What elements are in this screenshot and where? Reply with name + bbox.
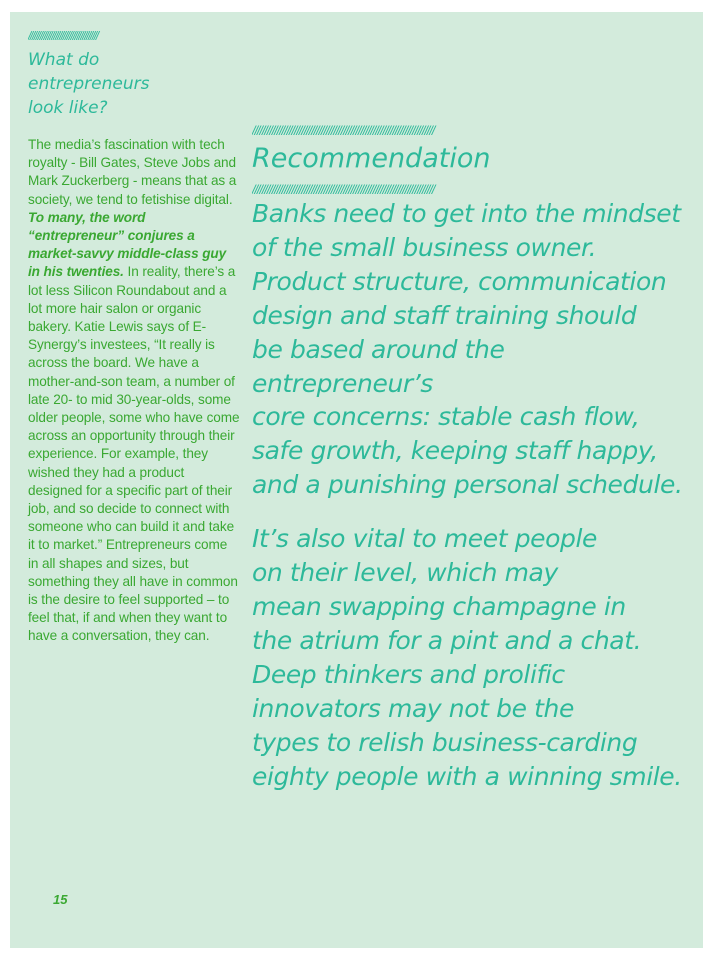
document-page	[10, 12, 703, 948]
sidebar-column	[28, 30, 240, 646]
page-number: 15	[53, 892, 68, 907]
body-rest: In reality, there’s a lot less Silicon Roundabout and a lot more hair salon or organic bakery. Katie Lewis says of E-Synergy’s investees, “It really is across the board. We have a mother-and-son team, a number of late 20- to mid 30-year-olds, some older people, some who have come across an opportunity through their experience. For example, they wished they had a product designed for a specific part of their job, and so decide to connect with someone who can build it and take it to market.” Entrepreneurs come in all shapes and sizes, but something they all have in common is the desire to feel supported – to feel that, if and when they want to have a conversation, they can.	[28, 264, 240, 644]
body-intro: The media’s fascination with tech royalty - Bill Gates, Steve Jobs and Mark Zuckerberg - means that as a society, we tend to fetishise digital.	[28, 137, 237, 207]
recommendation-paragraph-2: It’s also vital to meet people on their level, which may mean swapping champagne in the atrium for a pint and a chat. Deep thinkers and prolific innovators may not be the types to relish business-carding eighty people with a winning smile.	[252, 524, 682, 791]
sidebar-heading: What do entrepreneurs look like?	[28, 50, 150, 118]
recommendation-heading: Recommendation	[252, 143, 491, 174]
recommendation-top-rule: //////////////////////////////////////////////////////////////////////////	[252, 124, 435, 138]
recommendation-column	[252, 124, 692, 793]
recommendation-bottom-rule: //////////////////////////////////////////////////////////////////////////	[252, 183, 435, 197]
body-emphasis: To many, the word “entrepreneur” conjures a market-savvy middle-class guy in his twenties.	[28, 209, 227, 280]
sidebar-body-text	[28, 136, 240, 646]
recommendation-paragraph-1: Banks need to get into the mindset of the small business owner. Product structure, communication design and staff training should be based around the entrepreneur’s core concerns: stable cash flow, safe growth, keeping staff happy, and a punishing personal schedule.	[252, 199, 683, 500]
sidebar-slash-rule: ////////////////////////////////////	[28, 30, 98, 42]
